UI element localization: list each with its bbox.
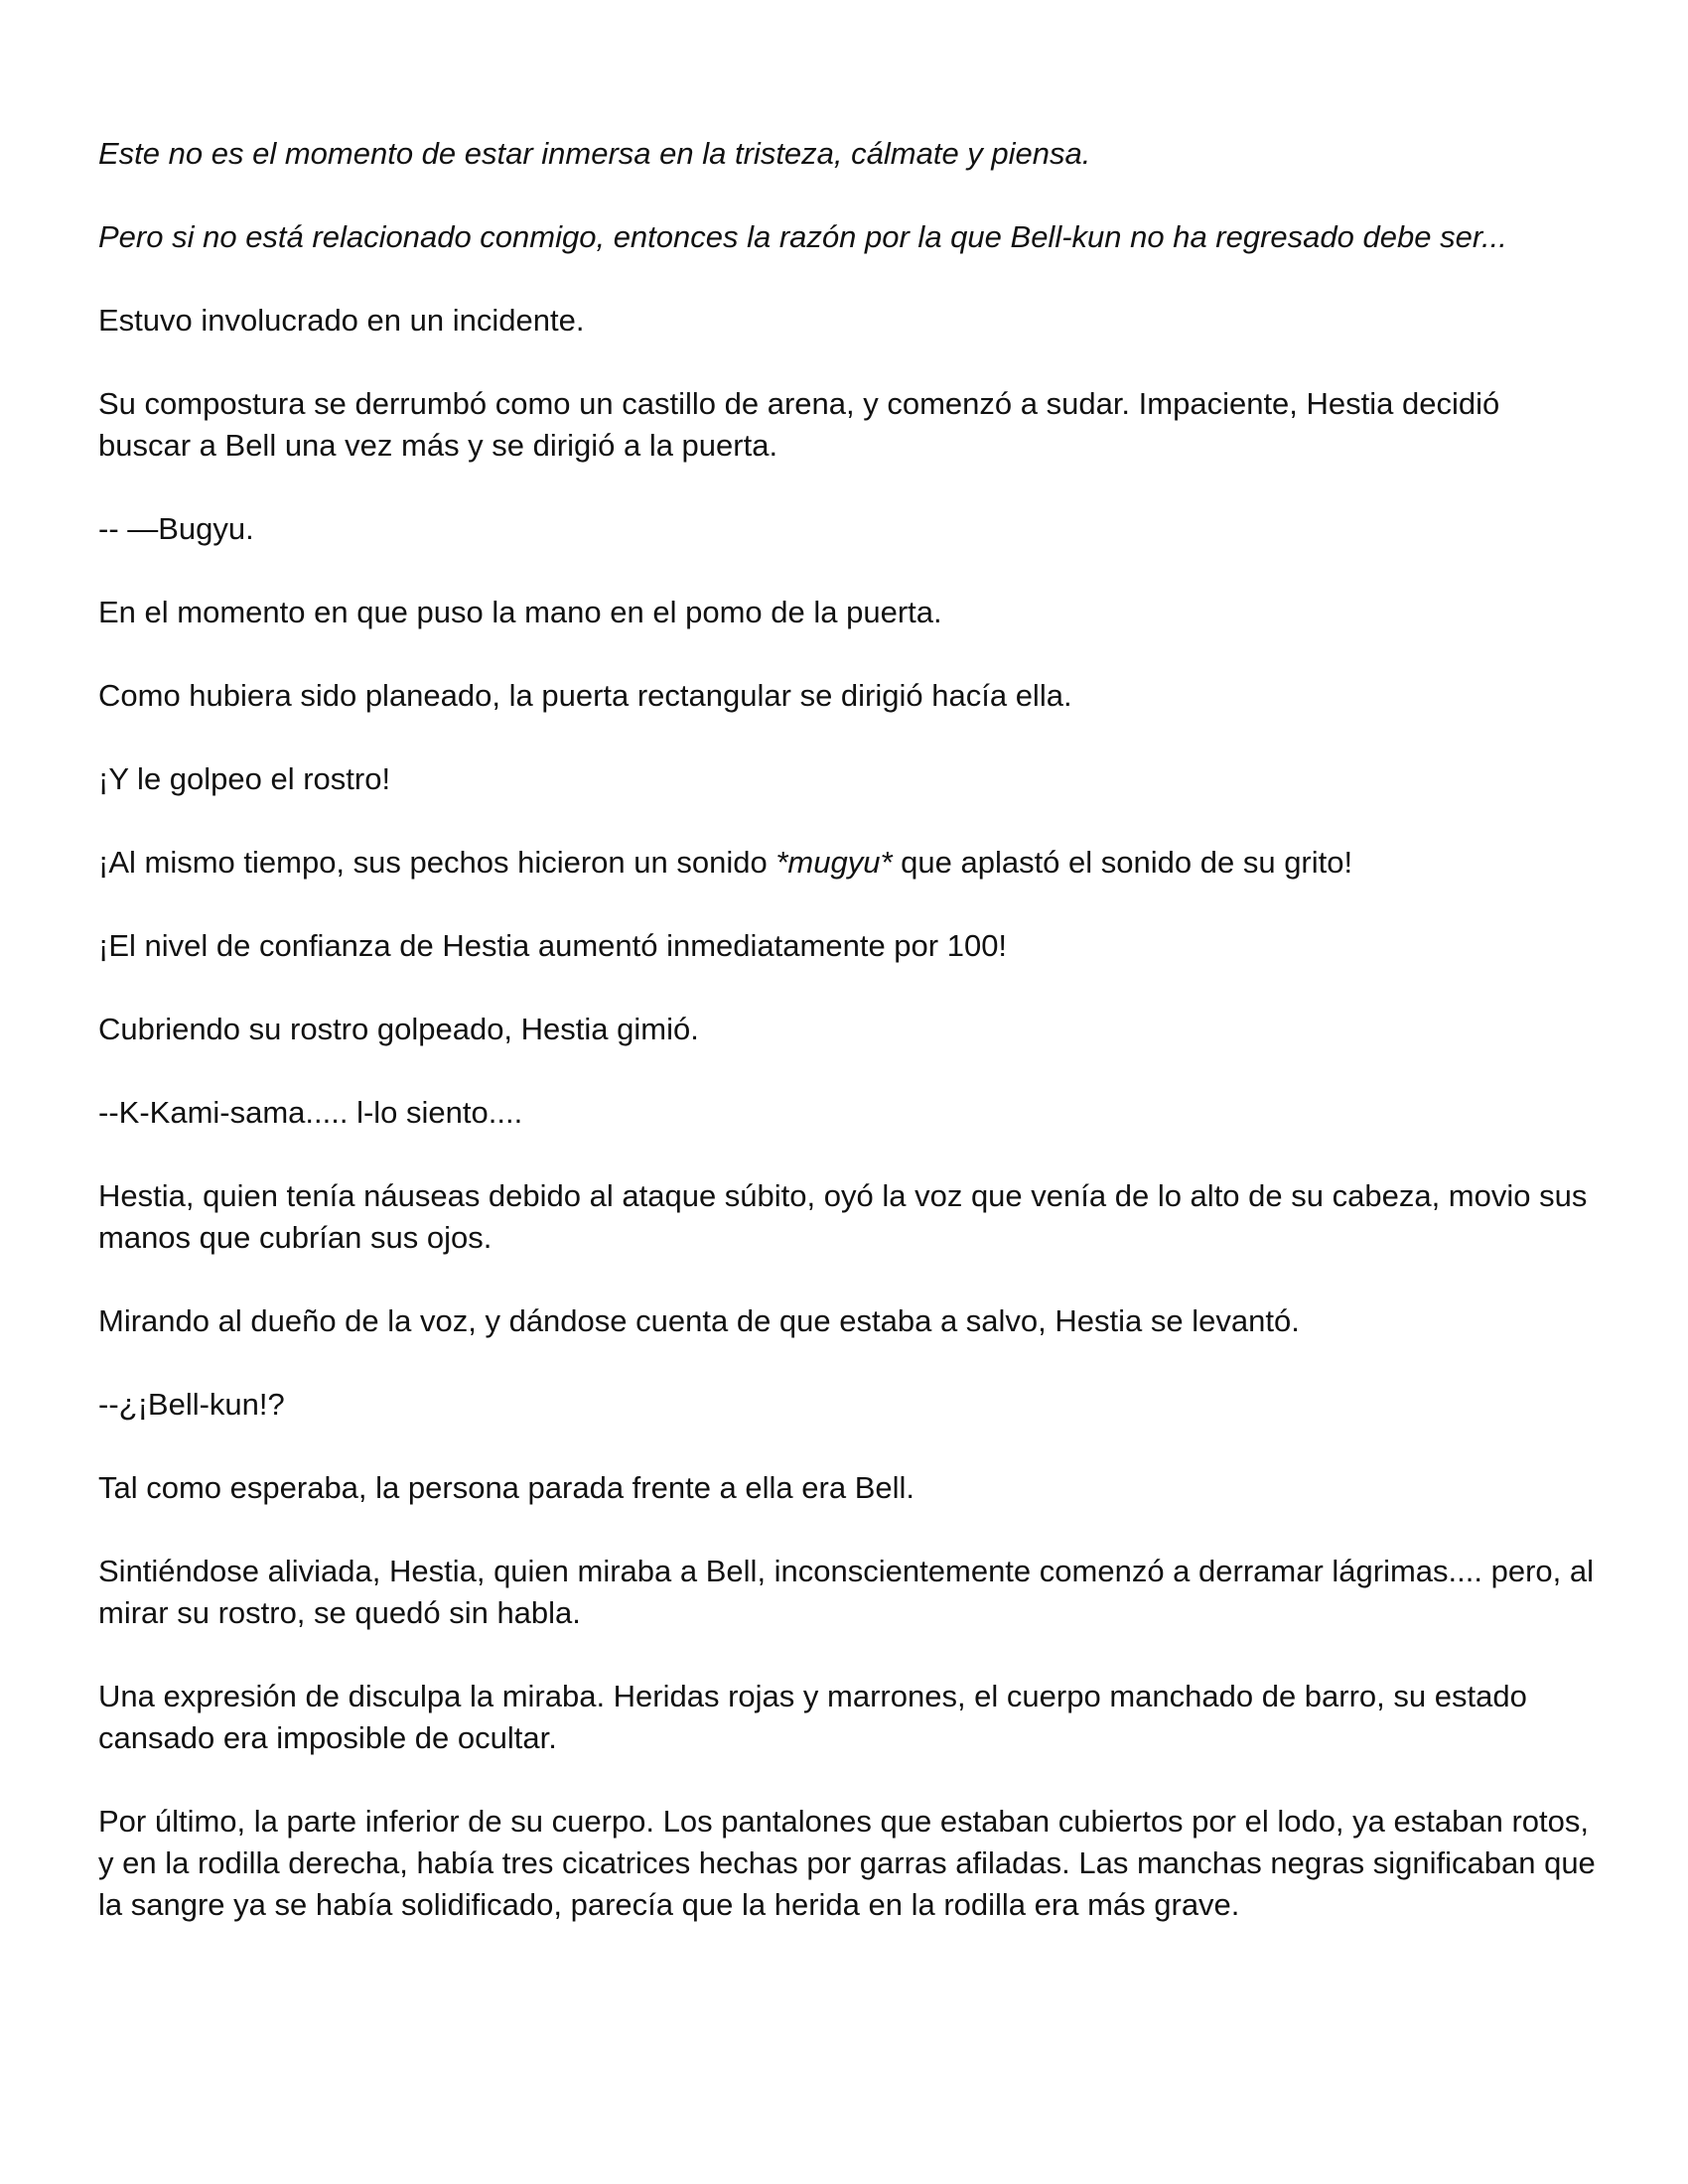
paragraph-4: Su compostura se derrumbó como un castillo de arena, y comenzó a sudar. Impaciente, Hestia decidió buscar a Bell una vez más y se dirigió a la puerta.: [98, 386, 1500, 463]
paragraph-7: Como hubiera sido planeado, la puerta rectangular se dirigió hacía ella.: [98, 678, 1072, 713]
paragraph-13: Hestia, quien tenía náuseas debido al ataque súbito, oyó la voz que venía de lo alto de su cabeza, movio sus manos que cubrían sus ojos.: [98, 1178, 1588, 1255]
paragraph-11: Cubriendo su rostro golpeado, Hestia gimió.: [98, 1012, 699, 1046]
paragraph-8: ¡Y le golpeo el rostro!: [98, 761, 391, 796]
paragraph-18: Una expresión de disculpa la miraba. Heridas rojas y marrones, el cuerpo manchado de barro, su estado cansado era imposible de ocultar.: [98, 1679, 1527, 1755]
paragraph-3: Estuvo involucrado en un incidente.: [98, 303, 585, 338]
paragraph-14: Mirando al dueño de la voz, y dándose cuenta de que estaba a salvo, Hestia se levantó.: [98, 1303, 1300, 1338]
paragraph-5: -- —Bugyu.: [98, 511, 254, 546]
paragraph-9-emphasis: *mugyu*: [775, 845, 893, 880]
paragraph-9-before: ¡Al mismo tiempo, sus pechos hicieron un sonido: [98, 845, 776, 880]
paragraph-12: --K-Kami-sama..... l-lo siento....: [98, 1095, 523, 1130]
paragraph-1: Este no es el momento de estar inmersa en la tristeza, cálmate y piensa.: [98, 136, 1091, 171]
paragraph-16: Tal como esperaba, la persona parada frente a ella era Bell.: [98, 1470, 914, 1505]
paragraph-9-after: que aplastó el sonido de su grito!: [892, 845, 1353, 880]
paragraph-19: Por último, la parte inferior de su cuerpo. Los pantalones que estaban cubiertos por el lodo, ya estaban rotos, y en la rodilla derecha, había tres cicatrices hechas por garras afiladas. Las manchas negras significaban que la sangre ya se había solidificado, parecía que la herida en la rodilla era más grave.: [98, 1804, 1596, 1922]
paragraph-2: Pero si no está relacionado conmigo, entonces la razón por la que Bell-kun no ha regresado debe ser...: [98, 219, 1507, 254]
paragraph-6: En el momento en que puso la mano en el pomo de la puerta.: [98, 595, 942, 629]
paragraph-15: --¿¡Bell-kun!?: [98, 1387, 285, 1422]
paragraph-10: ¡El nivel de confianza de Hestia aumentó inmediatamente por 100!: [98, 928, 1008, 963]
document-body: [98, 133, 1598, 1968]
paragraph-17: Sintiéndose aliviada, Hestia, quien miraba a Bell, inconscientemente comenzó a derramar lágrimas.... pero, al mirar su rostro, se quedó sin habla.: [98, 1554, 1594, 1630]
paragraph-9: [98, 842, 1598, 884]
